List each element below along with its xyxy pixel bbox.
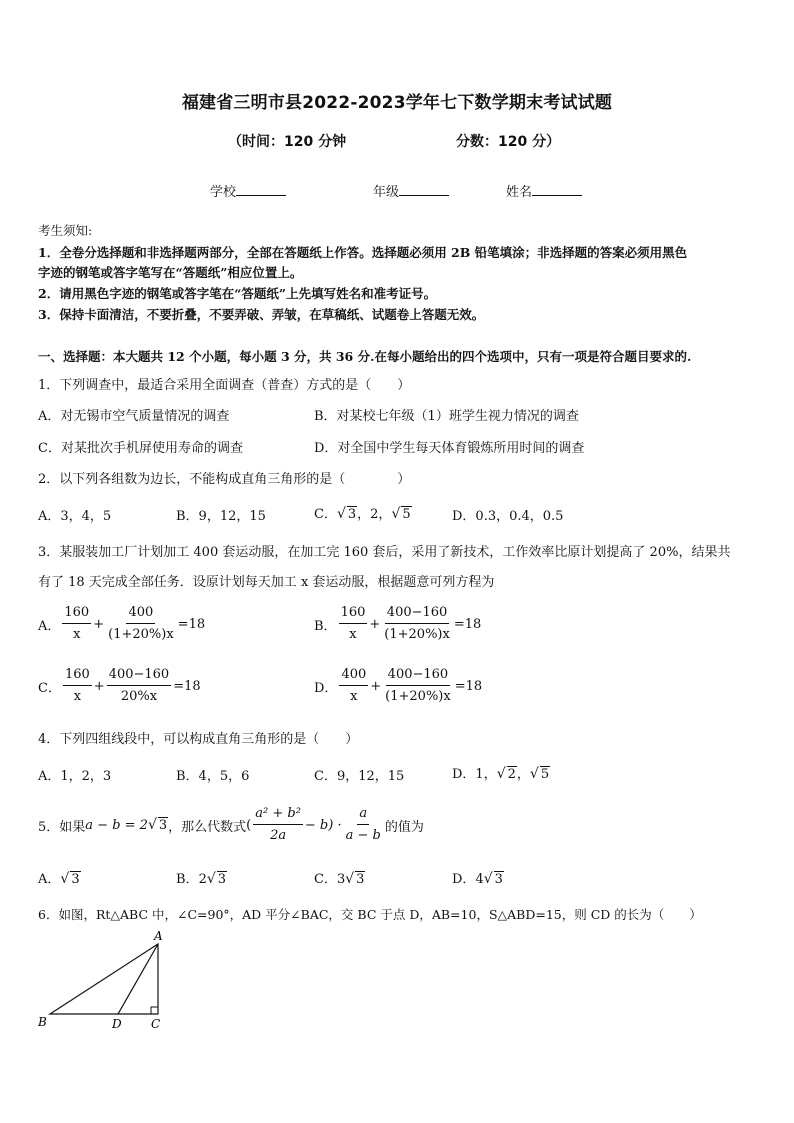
q2-option-c: C．√ 3，2，√ 5 bbox=[314, 506, 411, 522]
note-line-3: 2．请用黑色字迹的钢笔或答字笔在“答题纸”上先填写姓名和准考证号。 bbox=[38, 286, 437, 301]
name-label: 姓名 bbox=[506, 185, 533, 200]
label-a: A bbox=[154, 929, 163, 943]
grade-field bbox=[373, 181, 449, 200]
q5-stem: 5．如果 a − b = 2 √ 3 ，那么代数式 ( $\frac{\text{a² + b²}}{2a}$ − b) · $\frac{a}{a - b}$ 的值为 bbox=[38, 806, 424, 843]
note-line-1: 1．全卷分选择题和非选择题两部分，全部在答题纸上作答。选择题必须用 2B 铅笔填涂；非选择题的答案必须用黑色 bbox=[38, 245, 688, 260]
right-angle-mark bbox=[151, 1007, 158, 1014]
q3-b-fraction-2: $\frac{400-160}{(1+20\%)x}$ bbox=[384, 605, 450, 642]
q3-c-label: C． bbox=[38, 680, 61, 696]
q6-triangle-diagram bbox=[30, 925, 180, 1035]
notes-heading: 考生须知: bbox=[38, 223, 93, 238]
q2-c-label: C． bbox=[314, 507, 337, 522]
q3-d-fraction-2: $\frac{400-160}{(1+20\%)x}$ bbox=[385, 667, 451, 704]
q5-option-b: B．2√ 3 bbox=[176, 871, 227, 887]
q3-b-label: B． bbox=[314, 618, 337, 634]
q1-option-b: B．对某校七年级（1）班学生视力情况的调查 bbox=[314, 409, 579, 424]
q3-a-fraction-1: $\frac{160}{x}$ bbox=[64, 605, 90, 642]
q3-option-b: B． $\frac{160}{x}$ + $\frac{400-160}{(1+20\%)x}$ =18 bbox=[314, 605, 482, 642]
name-blank[interactable] bbox=[532, 183, 582, 196]
q5-option-a: A．√ 3 bbox=[38, 871, 80, 887]
q2-option-d: D．0.3，0.4，0.5 bbox=[452, 509, 564, 524]
q6-stem: 6．如图，Rt△ABC 中，∠C=90°，AD 平分∠BAC，交 BC 于点 D，AB=10，S△ABD=15，则 CD 的长为（ ） bbox=[38, 907, 702, 922]
q3-option-a: A． $\frac{160}{x}$ + $\frac{400}{(1+20\%)x}$ =18 bbox=[38, 605, 206, 642]
triangle-abc bbox=[50, 944, 158, 1014]
school-field bbox=[210, 181, 286, 200]
q3-a-label: A． bbox=[38, 618, 61, 634]
q4-option-a: A．1，2，3 bbox=[38, 769, 112, 784]
q4-d-radicand-2: 5 bbox=[540, 767, 550, 782]
q3-line-2: 有了 18 天完成全部任务．设原计划每天加工 x 套运动服，根据题意可列方程为 bbox=[38, 575, 495, 590]
total-score: 分数：120 分） bbox=[456, 134, 561, 150]
q5-option-c: C．3√ 3 bbox=[314, 871, 365, 887]
grade-blank[interactable] bbox=[399, 183, 449, 196]
label-c: C bbox=[151, 1017, 161, 1031]
q2-option-b: B．9，12，15 bbox=[176, 509, 266, 524]
q2-c-mid: ，2， bbox=[357, 507, 392, 522]
section-heading: 一、选择题：本大题共 12 个小题，每小题 3 分，共 36 分.在每小题给出的四个选项中，只有一项是符合题目要求的. bbox=[38, 349, 692, 364]
q2-stem: 2．以下列各组数为边长，不能构成直角三角形的是（ ） bbox=[38, 472, 411, 487]
q4-stem: 4．下列四组线段中，可以构成直角三角形的是（ ） bbox=[38, 732, 359, 747]
q1-stem: 1．下列调查中，最适合采用全面调查（普查）方式的是（ ） bbox=[38, 378, 411, 393]
school-blank[interactable] bbox=[236, 183, 286, 196]
label-d: D bbox=[112, 1017, 122, 1031]
name-field bbox=[506, 181, 582, 200]
q3-b-fraction-1: $\frac{160}{x}$ bbox=[340, 605, 366, 642]
q4-option-d: D．1，√ 2，√ 5 bbox=[452, 766, 550, 782]
q4-option-c: C．9，12，15 bbox=[314, 769, 405, 784]
q5-fraction-2: $\frac{a}{a - b}$ bbox=[345, 806, 381, 843]
q5-option-d: D．4√ 3 bbox=[452, 871, 503, 887]
grade-label: 年级 bbox=[373, 185, 400, 200]
page-title: 福建省三明市县2022-2023学年七下数学期末考试试题 bbox=[181, 93, 613, 113]
q3-a-fraction-2: $\frac{400}{(1+20\%)x}$ bbox=[108, 605, 174, 642]
q4-d-radicand-1: 2 bbox=[507, 767, 516, 782]
q3-c-fraction-1: $\frac{160}{x}$ bbox=[64, 667, 90, 704]
q4-option-b: B．4，5，6 bbox=[176, 769, 250, 784]
q3-c-fraction-2: $\frac{400-160}{20\%x}$ bbox=[108, 667, 170, 704]
segment-ad bbox=[118, 944, 158, 1014]
q3-option-d: D． $\frac{400}{x}$ + $\frac{400-160}{(1+20\%)x}$ =18 bbox=[314, 667, 483, 704]
q3-line-1: 3．某服装加工厂计划加工 400 套运动服，在加工完 160 套后，采用了新技术，工作效率比原计划提高了 20%，结果共 bbox=[38, 545, 731, 560]
q1-option-c: C．对某批次手机屏使用寿命的调查 bbox=[38, 441, 243, 456]
q1-option-a: A．对无锡市空气质量情况的调查 bbox=[38, 409, 230, 424]
q5-fraction-1: $\frac{\text{a² + b²}}{2a}$ bbox=[255, 806, 301, 843]
q3-option-c: C． $\frac{160}{x}$ + $\frac{400-160}{20\%x}$ =18 bbox=[38, 667, 201, 704]
note-line-2: 字迹的钢笔或答字笔写在“答题纸”相应位置上。 bbox=[38, 265, 303, 280]
q4-d-label: D．1， bbox=[452, 767, 497, 782]
q2-option-a: A．3，4，5 bbox=[38, 509, 112, 524]
q3-d-label: D． bbox=[314, 680, 338, 696]
label-b: B bbox=[38, 1015, 47, 1029]
q5-condition: a − b = 2 bbox=[85, 817, 148, 833]
q3-d-fraction-1: $\frac{400}{x}$ bbox=[341, 667, 367, 704]
q2-c-radicand-2: 5 bbox=[402, 507, 411, 522]
time-limit: （时间：120 分钟 bbox=[228, 134, 347, 150]
note-line-4: 3．保持卡面清洁，不要折叠，不要弄破、弄皱，在草稿纸、试题卷上答题无效。 bbox=[38, 307, 485, 322]
school-label: 学校 bbox=[210, 185, 237, 200]
q1-option-d: D．对全国中学生每天体育锻炼所用时间的调查 bbox=[314, 441, 585, 456]
q2-c-radicand-1: 3 bbox=[347, 507, 357, 522]
